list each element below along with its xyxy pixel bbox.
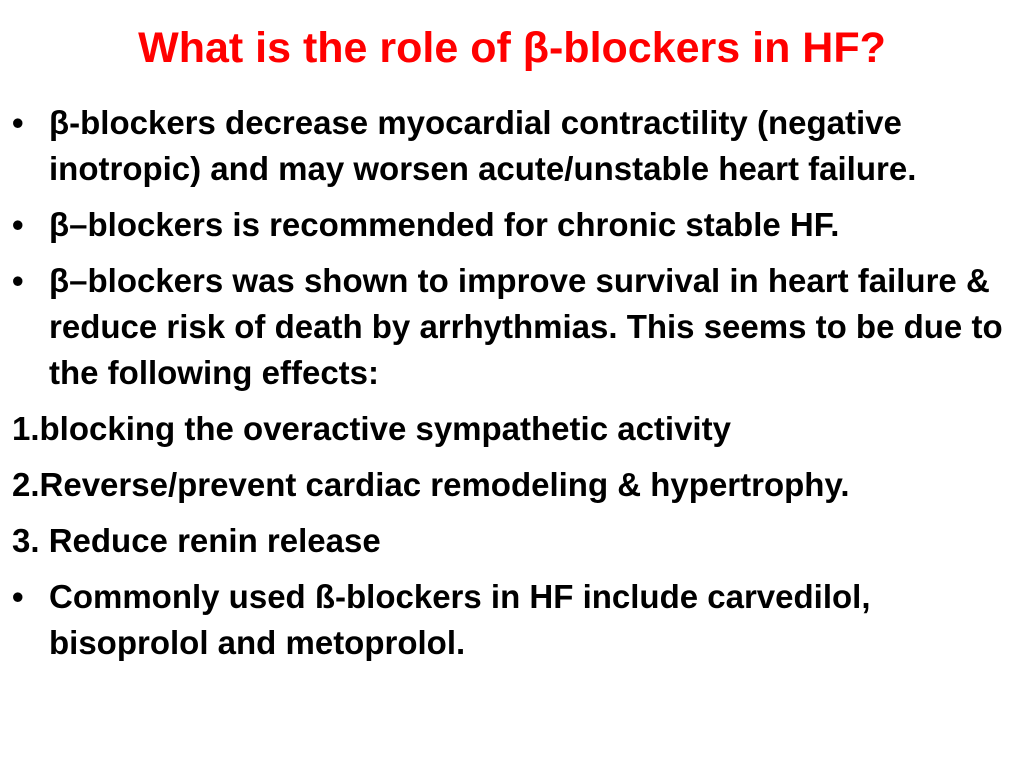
bullet-icon: •: [12, 206, 24, 243]
bullet-icon: •: [12, 262, 24, 299]
bullet-text: β-blockers decrease myocardial contractility (negative inotropic) and may worsen acute/unstable heart failure.: [49, 104, 917, 187]
numbered-item-1: 1.blocking the overactive sympathetic activity: [12, 410, 731, 447]
bullet-icon: •: [12, 578, 24, 615]
bullet-text: β–blockers was shown to improve survival in heart failure & reduce risk of death by arrhythmias. This seems to be due to the following effects:: [49, 262, 1003, 391]
bullet-item-1: [12, 100, 1012, 192]
numbered-item-2: 2.Reverse/prevent cardiac remodeling & hypertrophy.: [12, 466, 850, 503]
bullet-icon: •: [12, 104, 24, 141]
bullet-text: Commonly used ß-blockers in HF include carvedilol, bisoprolol and metoprolol.: [49, 578, 871, 661]
bullet-item-3: [12, 258, 1012, 396]
slide-body: [12, 100, 1012, 666]
bullet-item-2: [12, 202, 1012, 248]
bullet-text: β–blockers is recommended for chronic stable HF.: [49, 206, 840, 243]
slide-title: What is the role of β-blockers in HF?: [138, 24, 886, 72]
numbered-item-3: 3. Reduce renin release: [12, 522, 381, 559]
bullet-item-4: [12, 574, 1012, 666]
